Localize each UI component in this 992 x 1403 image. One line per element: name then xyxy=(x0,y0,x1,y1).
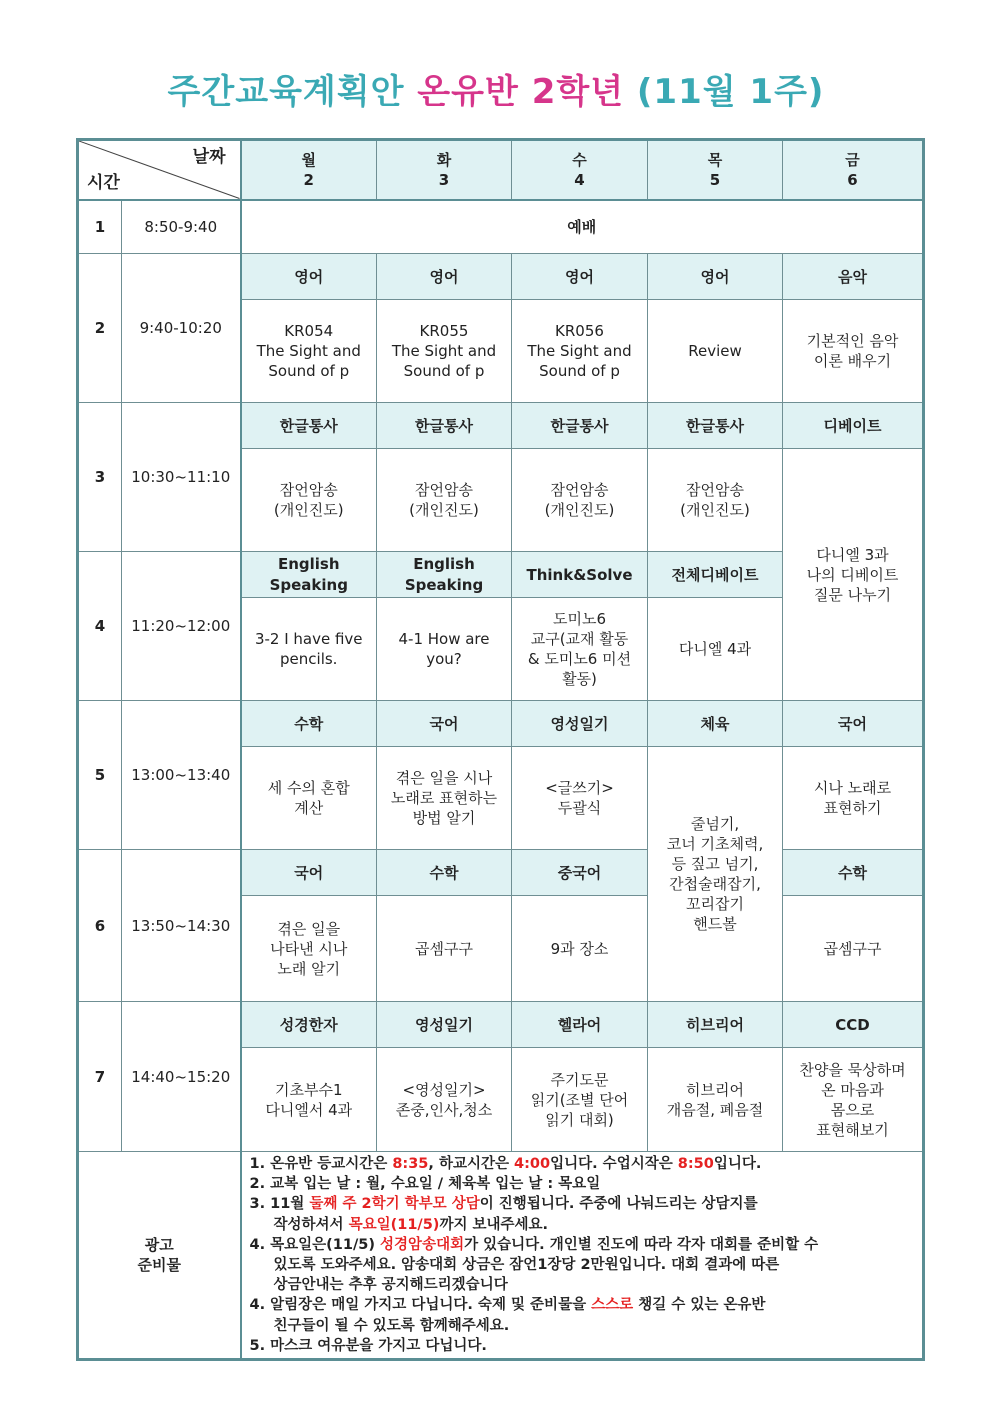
content-cell: 겪은 일을 시나 노래로 표현하는 방법 알기 xyxy=(377,747,512,850)
notice-text: 작성하셔서 xyxy=(273,1216,349,1233)
notice-3-cont xyxy=(250,1215,915,1235)
title-class: 온유반 xyxy=(417,72,519,112)
notice-4-cont: 있도록 도와주세요. 암송대회 상금은 잠언1장당 2만원입니다. 대회 결과에 따른 xyxy=(273,1257,780,1274)
notice-text: 챙길 수 있는 온유반 xyxy=(633,1297,766,1314)
day-date: 4 xyxy=(574,170,585,189)
content-cell: KR055 The Sight and Sound of p xyxy=(377,300,512,403)
title-plan: 주간교육계획안 xyxy=(167,72,405,112)
content-cell: 잠언암송 (개인진도) xyxy=(241,449,377,552)
notice-3 xyxy=(250,1194,915,1214)
period-time: 11:20~12:00 xyxy=(122,552,241,701)
content-cell: <영성일기> 존중,인사,청소 xyxy=(377,1048,512,1152)
subject-cell: 히브리어 xyxy=(648,1002,783,1048)
notice-text: 4. 알림장은 매일 가지고 다닙니다. 숙제 및 준비물을 xyxy=(249,1297,592,1314)
notice-text: 가 있습니다. 개인별 진도에 따라 각자 대회를 준비할 수 xyxy=(464,1236,819,1253)
notice-1 xyxy=(250,1154,915,1174)
notice-highlight: 4:00 xyxy=(514,1156,551,1172)
notice-text: 이 진행됩니다. 주중에 나눠드리는 상담지를 xyxy=(479,1196,758,1213)
period-number: 4 xyxy=(78,552,122,701)
notice-text: 1. 온유반 등교시간은 xyxy=(249,1156,393,1172)
subject-cell: 국어 xyxy=(783,701,924,747)
day-header-mon xyxy=(241,140,377,200)
supplies-label-line: 준비물 xyxy=(137,1256,181,1275)
subject-cell: 영성일기 xyxy=(377,1002,512,1048)
day-name: 금 xyxy=(845,150,860,169)
subject-cell: 영어 xyxy=(241,254,377,300)
subject-cell: 체육 xyxy=(648,701,783,747)
content-cell-merged: 줄넘기, 코너 기초체력, 등 짚고 넘기, 간첩술래잡기, 꼬리잡기 핸드볼 xyxy=(648,747,783,1002)
notice-label-line: 광고 xyxy=(144,1236,174,1255)
content-cell: 3-2 I have five pencils. xyxy=(241,598,377,701)
content-cell: Review xyxy=(648,300,783,403)
subject-cell: English Speaking xyxy=(377,552,512,598)
content-cell: 도미노6 교구(교재 활동 & 도미노6 미션 활동) xyxy=(512,598,648,701)
content-cell: 시나 노래로 표현하기 xyxy=(783,747,924,850)
subject-cell: 중국어 xyxy=(512,850,648,896)
subject-cell: 성경한자 xyxy=(241,1002,377,1048)
content-cell: 기초부수1 다니엘서 4과 xyxy=(241,1048,377,1152)
schedule-table xyxy=(76,138,925,1361)
period-time: 9:40-10:20 xyxy=(122,254,241,403)
subject-cell: 국어 xyxy=(377,701,512,747)
content-cell: 세 수의 혼합 계산 xyxy=(241,747,377,850)
time-label: 시간 xyxy=(87,172,120,193)
worship-cell: 예배 xyxy=(241,200,924,254)
day-header-fri xyxy=(783,140,924,200)
content-cell-merged: 다니엘 3과 나의 디베이트 질문 나누기 xyxy=(783,449,924,701)
subject-cell: 헬라어 xyxy=(512,1002,648,1048)
content-cell: KR056 The Sight and Sound of p xyxy=(512,300,648,403)
day-name: 화 xyxy=(436,150,452,169)
notice-4 xyxy=(250,1235,915,1255)
content-cell: 잠언암송 (개인진도) xyxy=(512,449,648,552)
subject-cell: 영어 xyxy=(512,254,648,300)
notice-highlight: 둘째 주 2학기 학부모 상담 xyxy=(309,1196,480,1213)
notice-highlight: 스스로 xyxy=(591,1297,634,1314)
content-cell: 히브리어 개음절, 폐음절 xyxy=(648,1048,783,1152)
title-grade: 2학년 xyxy=(531,72,625,112)
subject-cell: 한글통사 xyxy=(377,403,512,449)
notice-text: 4. 목요일은(11/5) xyxy=(249,1236,381,1253)
subject-cell: 한글통사 xyxy=(512,403,648,449)
day-date: 3 xyxy=(438,170,450,189)
notice-text: 입니다. 수업시작은 xyxy=(550,1156,678,1172)
notice-highlight: 성경암송대회 xyxy=(380,1236,465,1253)
content-cell: KR054 The Sight and Sound of p xyxy=(241,300,377,403)
period-number: 7 xyxy=(78,1002,122,1152)
subject-cell: 디베이트 xyxy=(783,403,924,449)
notice-5 xyxy=(250,1295,915,1315)
day-date: 5 xyxy=(709,170,721,189)
period-number: 5 xyxy=(78,701,122,850)
day-name: 목 xyxy=(707,150,723,169)
notice-highlight: 8:50 xyxy=(677,1156,714,1172)
day-date: 6 xyxy=(847,170,858,189)
content-cell: 곱셈구구 xyxy=(377,896,512,1002)
subject-cell: 국어 xyxy=(241,850,377,896)
period-number: 1 xyxy=(78,200,122,254)
subject-cell: 전체디베이트 xyxy=(648,552,783,598)
period-time: 14:40~15:20 xyxy=(122,1002,241,1152)
notice-text: 입니다. xyxy=(713,1156,762,1172)
notice-text: 까지 보내주세요. xyxy=(439,1216,549,1233)
subject-cell: 음악 xyxy=(783,254,924,300)
subject-cell: 한글통사 xyxy=(648,403,783,449)
period-time: 13:00~13:40 xyxy=(122,701,241,850)
header-corner xyxy=(78,140,241,200)
content-cell: 9과 장소 xyxy=(512,896,648,1002)
content-cell: 기본적인 음악 이론 배우기 xyxy=(783,300,924,403)
notice-6: 5. 마스크 여유분을 가지고 다닙니다. xyxy=(249,1337,487,1354)
content-cell: 찬양을 묵상하며 온 마음과 몸으로 표현해보기 xyxy=(783,1048,924,1152)
content-cell: <글쓰기> 두괄식 xyxy=(512,747,648,850)
period-number: 2 xyxy=(78,254,122,403)
content-cell: 4-1 How are you? xyxy=(377,598,512,701)
subject-cell: 영어 xyxy=(648,254,783,300)
subject-cell: CCD xyxy=(783,1002,924,1048)
subject-cell: 영성일기 xyxy=(512,701,648,747)
subject-cell: 한글통사 xyxy=(241,403,377,449)
content-cell: 다니엘 4과 xyxy=(648,598,783,701)
notice-text: 3. 11월 xyxy=(249,1196,310,1213)
notices-cell xyxy=(241,1152,924,1360)
notice-5-cont: 친구들이 될 수 있도록 함께해주세요. xyxy=(273,1317,510,1334)
content-cell: 곱셈구구 xyxy=(783,896,924,1002)
notice-4-cont2: 상금안내는 추후 공지해드리겠습니다 xyxy=(273,1277,508,1294)
notice-highlight: 목요일(11/5) xyxy=(348,1216,440,1233)
period-number: 3 xyxy=(78,403,122,552)
day-date: 2 xyxy=(303,170,314,189)
notice-highlight: 8:35 xyxy=(392,1156,429,1172)
period-number: 6 xyxy=(78,850,122,1002)
subject-cell: 수학 xyxy=(783,850,924,896)
day-header-wed xyxy=(512,140,648,200)
period-time: 8:50-9:40 xyxy=(122,200,241,254)
day-name: 수 xyxy=(572,150,587,169)
period-time: 13:50~14:30 xyxy=(122,850,241,1002)
subject-cell: 수학 xyxy=(377,850,512,896)
title-week: (11월 1주) xyxy=(636,72,825,112)
content-cell: 주기도문 읽기(조별 단어 읽기 대회) xyxy=(512,1048,648,1152)
day-name: 월 xyxy=(301,150,316,169)
notice-label xyxy=(78,1152,241,1360)
page-title xyxy=(0,64,992,113)
subject-cell: 영어 xyxy=(377,254,512,300)
content-cell: 겪은 일을 나타낸 시나 노래 알기 xyxy=(241,896,377,1002)
subject-cell: 수학 xyxy=(241,701,377,747)
period-time: 10:30~11:10 xyxy=(122,403,241,552)
content-cell: 잠언암송 (개인진도) xyxy=(377,449,512,552)
subject-cell: English Speaking xyxy=(241,552,377,598)
subject-cell: Think&Solve xyxy=(512,552,648,598)
day-header-thu xyxy=(648,140,783,200)
content-cell: 잠언암송 (개인진도) xyxy=(648,449,783,552)
day-header-tue xyxy=(377,140,512,200)
notice-2: 2. 교복 입는 날 : 월, 수요일 / 체육복 입는 날 : 목요일 xyxy=(249,1176,601,1193)
notice-text: , 하교시간은 xyxy=(428,1156,515,1172)
date-label: 날짜 xyxy=(192,147,226,167)
